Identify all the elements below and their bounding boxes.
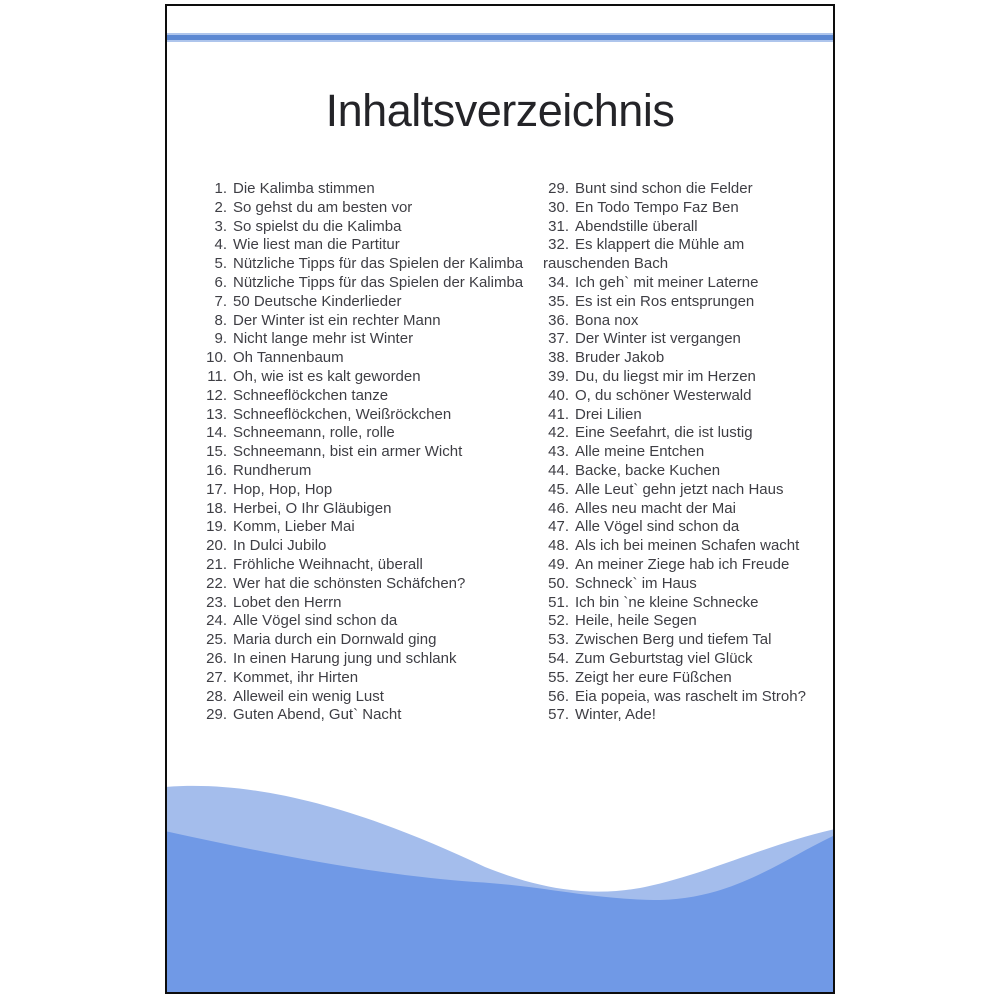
page-container — [165, 4, 835, 994]
toc-item — [543, 199, 821, 218]
toc-item-number: 56. — [548, 687, 569, 705]
toc-item — [201, 312, 576, 331]
toc-item — [543, 330, 821, 349]
toc-item-number: 37. — [548, 330, 569, 348]
toc-item — [543, 575, 821, 594]
toc-item-text: Abendstille überall — [575, 217, 698, 235]
toc-item-number: 29. — [548, 180, 569, 197]
toc-item — [543, 594, 821, 613]
toc-item-text: Schneemann, rolle, rolle — [233, 424, 395, 442]
toc-item-text: Nützliche Tipps für das Spielen der Kalimba — [233, 255, 524, 273]
toc-item — [201, 218, 576, 237]
toc-item-number: 50. — [548, 574, 569, 592]
toc-item-text: Wie liest man die Partitur — [233, 236, 400, 254]
toc-item — [201, 255, 576, 274]
toc-item-text: Alleweil ein wenig Lust — [233, 687, 384, 705]
waves-graphic — [165, 769, 835, 994]
toc-item — [543, 424, 821, 443]
toc-item — [201, 669, 576, 688]
toc-item — [543, 481, 821, 500]
toc-item-number: 42. — [548, 424, 569, 442]
toc-item-text: Eia popeia, was raschelt im Stroh? — [575, 687, 806, 705]
toc-item-number: 31. — [548, 217, 569, 235]
toc-item-number: 11. — [207, 367, 227, 385]
toc-item-text: Als ich bei meinen Schafen wacht — [575, 537, 800, 555]
toc-item-text: 50 Deutsche Kinderlieder — [233, 292, 402, 310]
toc-item-text: Es klappert die Mühle am rauschenden Bach — [543, 236, 745, 273]
toc-item — [201, 650, 576, 669]
toc-item-text: Bona nox — [575, 311, 639, 329]
toc-item-number: 3. — [214, 217, 227, 235]
toc-item — [201, 406, 576, 425]
toc-item-number: 10. — [206, 349, 227, 367]
toc-item-text: So spielst du die Kalimba — [233, 217, 402, 235]
toc-item-text: Nicht lange mehr ist Winter — [233, 330, 414, 348]
toc-item — [201, 236, 576, 255]
toc-item — [201, 199, 576, 218]
toc-item — [201, 556, 576, 575]
toc-item-text: Drei Lilien — [575, 405, 642, 423]
toc-item-number: 35. — [548, 292, 569, 310]
toc-item-number: 7. — [214, 292, 227, 310]
toc-item-number: 52. — [548, 612, 569, 630]
toc-item — [201, 706, 576, 725]
toc-item-text: Lobet den Herrn — [233, 593, 342, 611]
toc-item-number: 28. — [206, 687, 227, 705]
toc-item-number: 25. — [206, 631, 227, 649]
toc-item-text: Bruder Jakob — [575, 349, 665, 367]
toc-item — [201, 274, 576, 293]
toc-item-number: 32. — [548, 236, 569, 254]
toc-item-number: 17. — [206, 480, 227, 498]
toc-item-number: 20. — [206, 537, 227, 555]
toc-item-text: Schneeflöckchen, Weißröckchen — [233, 405, 452, 423]
toc-item-text: Zeigt her eure Füßchen — [575, 668, 732, 686]
toc-item-number: 34. — [548, 273, 569, 291]
toc-item-number: 49. — [548, 555, 569, 573]
toc-item-number: 36. — [548, 311, 569, 329]
toc-item-text: Hop, Hop, Hop — [233, 480, 333, 498]
toc-item-text: Fröhliche Weihnacht, überall — [233, 555, 423, 573]
toc-item — [543, 631, 821, 650]
toc-item-text: O, du schöner Westerwald — [575, 386, 752, 404]
toc-item-text: So gehst du am besten vor — [233, 198, 413, 216]
toc-item-number: 24. — [206, 612, 227, 630]
toc-item — [543, 236, 821, 274]
toc-item — [201, 387, 576, 406]
toc-item-number: 5. — [214, 255, 227, 273]
toc-item — [201, 330, 576, 349]
toc-item-text: Schneeflöckchen tanze — [233, 386, 389, 404]
toc-item-number: 27. — [206, 668, 227, 686]
toc-item — [543, 500, 821, 519]
toc-item-text: Zum Geburtstag viel Glück — [575, 649, 753, 667]
toc-item-number: 30. — [548, 198, 569, 216]
toc-item-number: 41. — [548, 405, 569, 423]
toc-item — [201, 612, 576, 631]
toc-item-number: 53. — [548, 631, 569, 649]
toc-item — [543, 180, 821, 199]
toc-item-text: Alle Vögel sind schon da — [575, 518, 740, 536]
toc-item-text: Schneemann, bist ein armer Wicht — [233, 443, 463, 461]
toc-column-right — [543, 180, 821, 725]
toc-item-number: 55. — [548, 668, 569, 686]
top-accent-bar — [167, 33, 833, 42]
toc-item — [543, 688, 821, 707]
toc-item — [543, 218, 821, 237]
bottom-wave-dark — [165, 831, 835, 994]
toc-item — [543, 518, 821, 537]
toc-item-number: 51. — [548, 593, 569, 611]
toc-item-text: Eine Seefahrt, die ist lustig — [575, 424, 753, 442]
toc-item-number: 6. — [214, 273, 227, 291]
toc-item-number: 48. — [548, 537, 569, 555]
toc-item-text: Die Kalimba stimmen — [233, 180, 375, 197]
toc-item-number: 54. — [548, 649, 569, 667]
toc-item — [543, 462, 821, 481]
toc-item-number: 2. — [214, 198, 227, 216]
toc-item — [201, 462, 576, 481]
toc-item-number: 1. — [214, 180, 227, 197]
toc-item — [543, 443, 821, 462]
toc-item-text: Komm, Lieber Mai — [233, 518, 355, 536]
toc-item — [201, 368, 576, 387]
toc-item-number: 21. — [206, 555, 227, 573]
toc-item — [543, 312, 821, 331]
toc-item-number: 4. — [214, 236, 227, 254]
toc-item-number: 44. — [548, 461, 569, 479]
toc-item-number: 9. — [214, 330, 227, 348]
toc-item — [201, 688, 576, 707]
toc-item-text: Schneck` im Haus — [575, 574, 697, 592]
toc-item — [201, 537, 576, 556]
toc-item-number: 39. — [548, 367, 569, 385]
toc-item — [201, 424, 576, 443]
toc-item-number: 19. — [206, 518, 227, 536]
toc-item-number: 43. — [548, 443, 569, 461]
toc-item — [543, 274, 821, 293]
toc-item-number: 22. — [206, 574, 227, 592]
toc-item-text: Alle Vögel sind schon da — [233, 612, 398, 630]
toc-item-number: 38. — [548, 349, 569, 367]
toc-item-number: 45. — [548, 480, 569, 498]
toc-item — [543, 669, 821, 688]
toc-item-text: Ich geh` mit meiner Laterne — [575, 273, 759, 291]
toc-item-text: Herbei, O Ihr Gläubigen — [233, 499, 392, 517]
toc-item — [201, 500, 576, 519]
toc-item — [543, 349, 821, 368]
page-title: Inhaltsverzeichnis — [325, 85, 675, 136]
toc-item-text: Der Winter ist ein rechter Mann — [233, 311, 441, 329]
toc-column-left — [201, 180, 576, 725]
toc-item-text: Backe, backe Kuchen — [575, 461, 721, 479]
toc-item — [201, 575, 576, 594]
toc-item — [201, 594, 576, 613]
toc-item-text: Maria durch ein Dornwald ging — [233, 631, 437, 649]
toc-item-text: Heile, heile Segen — [575, 612, 697, 630]
toc-item-number: 26. — [206, 649, 227, 667]
toc-item-number: 12. — [206, 386, 227, 404]
toc-item-text: Es ist ein Ros entsprungen — [575, 292, 755, 310]
toc-item — [543, 387, 821, 406]
toc-item — [543, 406, 821, 425]
toc-item-number: 40. — [548, 386, 569, 404]
toc-item-text: Zwischen Berg und tiefem Tal — [575, 631, 772, 649]
toc-item-number: 16. — [206, 461, 227, 479]
toc-item-number: 18. — [206, 499, 227, 517]
toc-item-text: Guten Abend, Gut` Nacht — [233, 706, 402, 724]
toc-item — [543, 556, 821, 575]
toc-item-number: 14. — [206, 424, 227, 442]
toc-item-text: Rundherum — [233, 461, 312, 479]
toc-item-text: Der Winter ist vergangen — [575, 330, 741, 348]
toc-item-text: An meiner Ziege hab ich Freude — [575, 555, 790, 573]
toc-item-text: In einen Harung jung und schlank — [233, 649, 457, 667]
toc-item — [543, 650, 821, 669]
toc-item — [201, 443, 576, 462]
toc-item-number: 57. — [548, 706, 569, 724]
toc-item — [543, 368, 821, 387]
toc-item-number: 46. — [548, 499, 569, 517]
toc-item-number: 23. — [206, 593, 227, 611]
toc-item — [543, 293, 821, 312]
toc-item-text: Oh, wie ist es kalt geworden — [233, 367, 421, 385]
toc-item-number: 29. — [206, 706, 227, 724]
toc-item-number: 8. — [214, 311, 227, 329]
toc-item-text: Alle Leut` gehn jetzt nach Haus — [575, 480, 784, 498]
toc-item-text: Oh Tannenbaum — [233, 349, 344, 367]
toc-item-text: Alle meine Entchen — [575, 443, 705, 461]
toc-item — [543, 706, 821, 725]
toc-item-text: In Dulci Jubilo — [233, 537, 327, 555]
toc-item — [543, 612, 821, 631]
toc-item-text: Bunt sind schon die Felder — [575, 180, 753, 197]
toc-item-text: Ich bin `ne kleine Schnecke — [575, 593, 759, 611]
toc-item-text: Alles neu macht der Mai — [575, 499, 736, 517]
toc-item — [543, 537, 821, 556]
toc-item-number: 15. — [206, 443, 227, 461]
toc-item — [201, 293, 576, 312]
toc-item — [201, 518, 576, 537]
toc-item-text: Winter, Ade! — [575, 706, 656, 724]
toc-item-number: 13. — [206, 405, 227, 423]
toc-item-text: Nützliche Tipps für das Spielen der Kalimba — [233, 273, 524, 291]
toc-item — [201, 481, 576, 500]
toc-item-text: Kommet, ihr Hirten — [233, 668, 359, 686]
toc-item-text: En Todo Tempo Faz Ben — [575, 198, 739, 216]
toc-item-text: Du, du liegst mir im Herzen — [575, 367, 756, 385]
toc-item — [201, 631, 576, 650]
toc-item-text: Wer hat die schönsten Schäfchen? — [233, 574, 466, 592]
toc-item — [201, 180, 576, 199]
toc-item-number: 47. — [548, 518, 569, 536]
toc-item — [201, 349, 576, 368]
